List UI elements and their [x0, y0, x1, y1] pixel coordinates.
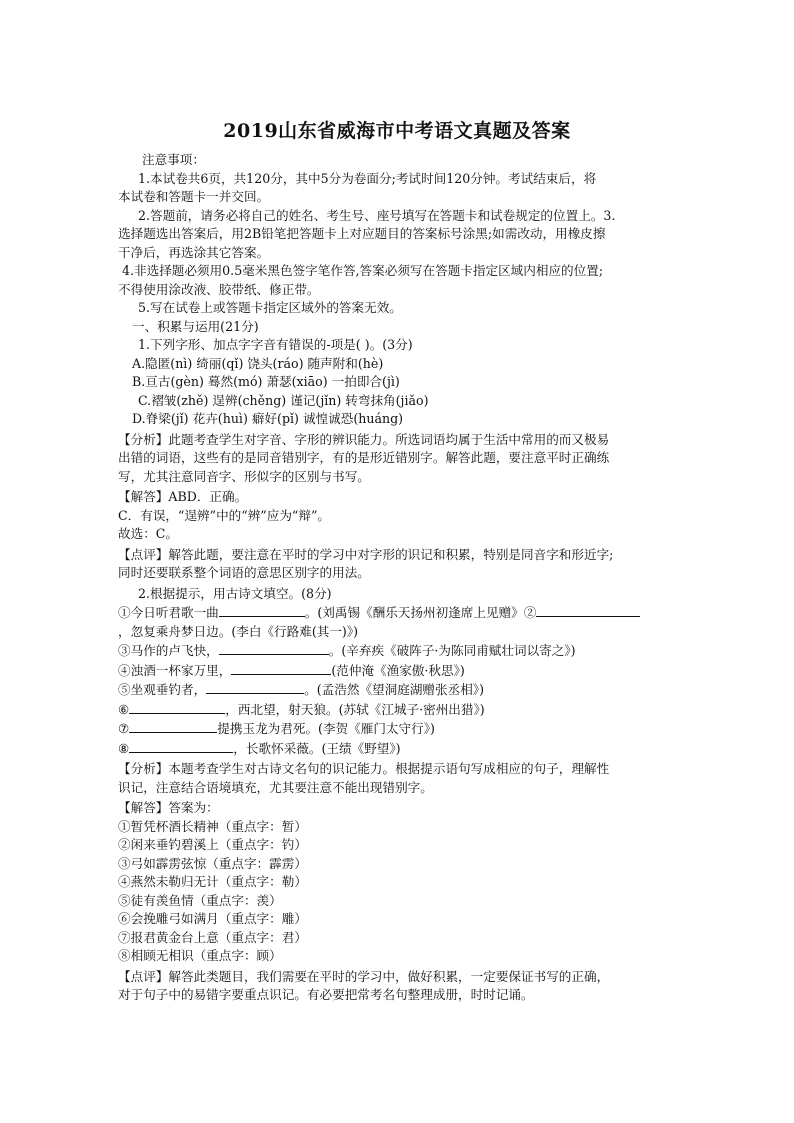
answer-item: ⑥会挽雕弓如满月（重点字：雕）: [118, 911, 307, 926]
option-a: A.隐匿(nì) 绮丽(qǐ) 饶头(ráo) 随声附和(hè): [132, 355, 384, 371]
fill-blank[interactable]: [129, 719, 217, 733]
fill-item-before: ①今日听君歌一曲: [118, 605, 219, 620]
question-stem: 2.根据提示，用古诗文填空。(8分): [138, 585, 332, 601]
notice-line: 不得使用涂改液、胶带纸、修正带。: [118, 281, 320, 297]
analysis-line: 写，尤其注意同音字、形似字的区别与书写。: [118, 468, 370, 484]
fill-item-after: ，西北望，射天狼。(苏轼《江城子·密州出猎》): [225, 701, 485, 717]
question-stem: 1.下列字形、加点字字音有错误的-项是( )。(3分): [138, 337, 413, 352]
comment-line: 【点评】解答此类题目，我们需要在平时的学习中，做好积累，一定要保证书写的正确，: [118, 968, 610, 984]
fill-item-after: 。(孟浩然《望洞庭湖赠张丞相》): [304, 682, 484, 697]
fill-item-after: ，忽复乘舟梦日边。(李白《行路难(其一)》): [118, 623, 359, 639]
notice-line: 1.本试卷共6页，共120分，其中5分为卷面分;考试时间120分钟。考试结束后，将: [138, 170, 597, 186]
answer-line: C．有误，“逞辨”中的“辨”应为“辩”。: [118, 507, 330, 523]
fill-item-after: 。(刘禹锡《酬乐天扬州初逢席上见赠》②: [304, 605, 537, 620]
answer-item: ⑧相顾无相识（重点字：顾）: [118, 948, 282, 963]
fill-item: [118, 680, 678, 700]
notice-line: 4.非选择题必须用0.5毫米黑色签字笔作答,答案必须写在答题卡指定区域内相应的位置;: [122, 263, 604, 278]
fill-item-before: ④浊酒一杯家万里，: [118, 662, 232, 678]
answer-item: ②闲来垂钓碧溪上（重点字：钓）: [118, 837, 307, 852]
notice-line: 本试卷和答题卡一并交回。: [118, 189, 270, 204]
fill-item-after: (范仲淹《渔家傲·秋思》): [331, 662, 465, 678]
fill-blank[interactable]: [219, 641, 329, 655]
fill-item-before: ⑥: [118, 701, 130, 717]
fill-blank[interactable]: [129, 739, 233, 753]
fill-blank[interactable]: [536, 603, 640, 617]
fill-item-after: 提携玉龙为君死。(李贺《雁门太守行》): [217, 721, 435, 736]
fill-item-before: ③马作的卢飞快，: [118, 643, 219, 658]
fill-blank[interactable]: [231, 661, 331, 675]
document-title: 2019山东省威海市中考语文真题及答案: [223, 120, 571, 142]
fill-item: [118, 603, 678, 623]
answer-item: ④燕然未勒归无计（重点字：勒）: [118, 874, 307, 889]
analysis-line: 【分析】此题考查学生对字音、字形的辨识能力。所选词语均属于生活中常用的而又极易: [118, 431, 610, 447]
notice-line: 5.写在试卷上或答题卡指定区域外的答案无效。: [138, 300, 402, 315]
answer-item: ⑦报君黄金台上意（重点字：君）: [118, 929, 307, 945]
fill-item: [118, 661, 678, 681]
comment-line: 【点评】解答此题，要注意在平时的学习中对字形的识记和积累，特别是同音字和形近字;: [118, 546, 614, 562]
notice-line: 干净后，再选涂其它答案。: [118, 244, 270, 260]
fill-blank[interactable]: [129, 700, 225, 714]
answer-line: 故选：C。: [118, 526, 179, 541]
fill-item: [118, 641, 678, 661]
fill-item-before: ⑦: [118, 721, 130, 736]
notice-heading: 注意事项：: [142, 152, 205, 167]
fill-blank[interactable]: [206, 680, 304, 694]
comment-line: 对于句子中的易错字要重点识记。有必要把常考名句整理成册，时时记诵。: [118, 987, 534, 1002]
section-heading: 一、积累与运用(21分): [132, 318, 259, 334]
fill-item: [118, 739, 678, 759]
notice-line: 2.答题前，请务必将自己的姓名、考生号、座号填写在答题卡和试卷规定的位置上。3.: [138, 207, 616, 223]
analysis-line: 【分析】本题考查学生对古诗文名句的识记能力。根据提示语句写成相应的句子，理解性: [118, 761, 610, 776]
fill-item: [118, 700, 678, 720]
fill-item-before: ⑧: [118, 740, 130, 756]
fill-item-after: 。(辛弃疾《破阵子·为陈同甫赋壮词以寄之》): [328, 643, 576, 658]
option-c: C.褶皱(zhě) 逞辨(chěng) 谨记(jǐn) 转弯抹角(jiǎo): [138, 392, 429, 408]
answer-item: ①暂凭杯酒长精神（重点字：暂）: [118, 818, 307, 834]
answer-item: ③弓如霹雳弦惊（重点字：霹雳）: [118, 855, 307, 871]
fill-item-before: ⑤坐观垂钓者，: [118, 682, 207, 697]
fill-item: [118, 623, 678, 642]
option-d: D.脊梁(jǐ) 花卉(huì) 癖好(pǐ) 诚惶诚恐(huáng): [132, 411, 404, 426]
fill-item-after: ，长歌怀采薇。(王绩《野望》): [233, 740, 401, 756]
analysis-line: 识记，注意结合语境填充，尤其要注意不能出现错别字。: [118, 779, 433, 795]
document-body: [118, 151, 678, 1005]
comment-line: 同时还要联系整个词语的意思区别字的用法。: [118, 565, 370, 580]
fill-blank[interactable]: [219, 603, 305, 617]
option-b: B.亘古(gèn) 蓦然(mó) 萧瑟(xiāo) 一拍即合(jì): [132, 374, 400, 389]
analysis-line: 出错的词语，这些有的是同音错别字，有的是形近错别字。解答此题，要注意平时正确练: [118, 450, 610, 465]
notice-line: 选择题选出答案后，用2B铅笔把答题卡上对应题目的答案标号涂黑;如需改动，用橡皮擦: [118, 226, 606, 241]
fill-item: [118, 719, 678, 739]
answer-line: 【解答】ABD．正确。: [118, 489, 248, 504]
answer-heading: 【解答】答案为：: [118, 800, 219, 815]
answer-item: ⑤徒有羡鱼情（重点字：羡）: [118, 892, 282, 908]
